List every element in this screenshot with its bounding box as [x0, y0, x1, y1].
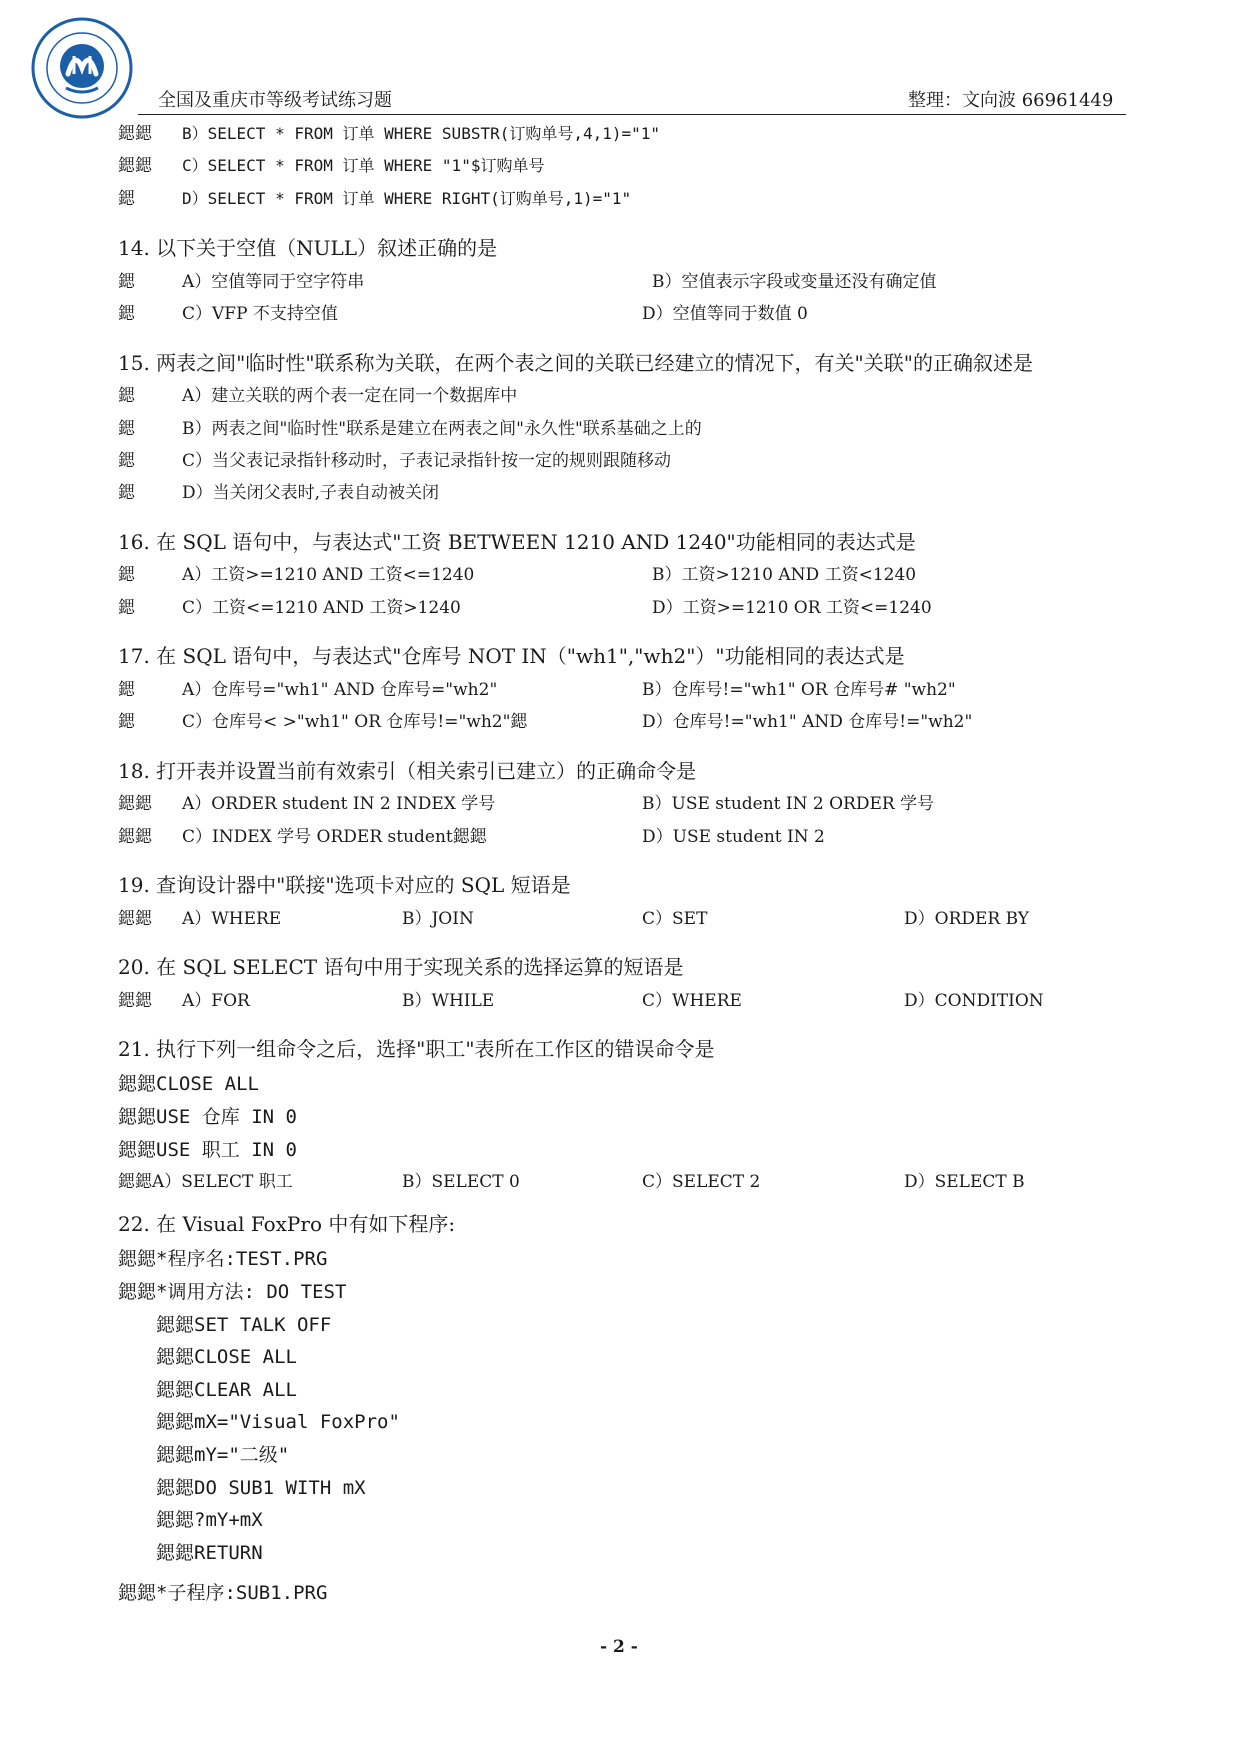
question-18-option-d: D）USE student IN 2 — [642, 827, 825, 847]
header-rule — [138, 114, 1126, 115]
question-17-option-c: C）仓库号< >"wh1" OR 仓库号!="wh2"鍶 — [182, 712, 528, 732]
question-16-option-d: D）工资>=1210 OR 工资<=1240 — [652, 598, 932, 618]
question-19-option-d: D）ORDER BY — [904, 909, 1030, 929]
option-marker: 鍶鍶 — [118, 794, 152, 814]
option-marker: 鍶 — [118, 451, 135, 471]
question-21-option-b: B）SELECT 0 — [402, 1172, 520, 1192]
option-marker: 鍶 — [118, 565, 135, 585]
question-21-option-a: 鍶鍶A）SELECT 职工 — [118, 1172, 293, 1192]
option-marker: 鍶鍶 — [118, 909, 152, 929]
question-20-stem: 20. 在 SQL SELECT 语句中用于实现关系的选择运算的短语是 — [118, 955, 684, 979]
option-marker: 鍶鍶 — [118, 991, 152, 1011]
question-16-stem: 16. 在 SQL 语句中，与表达式"工资 BETWEEN 1210 AND 1240"功能相同的表达式是 — [118, 530, 916, 554]
program-line: 鍶鍶*调用方法: DO TEST — [118, 1281, 347, 1303]
question-18-option-a: A）ORDER student IN 2 INDEX 学号 — [182, 794, 496, 814]
program-line: 鍶鍶*子程序:SUB1.PRG — [118, 1582, 328, 1604]
question-20-option-b: B）WHILE — [402, 991, 495, 1011]
option-marker: 鍶 — [118, 304, 135, 324]
question-18-option-c: C）INDEX 学号 ORDER student鍶鍶 — [182, 827, 487, 847]
option-marker: 鍶 — [118, 712, 135, 732]
option-marker: 鍶鍶 — [118, 156, 152, 176]
option-d-prev: D）SELECT * FROM 订单 WHERE RIGHT(订购单号,1)="1" — [182, 189, 632, 208]
option-marker: 鍶 — [118, 272, 135, 292]
option-marker: 鍶鍶 — [118, 827, 152, 847]
page-number: - 2 - — [600, 1637, 638, 1657]
option-marker: 鍶 — [118, 189, 135, 209]
question-21-code-line: 鍶鍶USE 仓库 IN 0 — [118, 1106, 297, 1128]
question-16-option-a: A）工资>=1210 AND 工资<=1240 — [182, 565, 475, 585]
question-17-stem: 17. 在 SQL 语句中，与表达式"仓库号 NOT IN（"wh1","wh2"）"功能相同的表达式是 — [118, 644, 905, 668]
program-line: 鍶鍶CLOSE ALL — [156, 1346, 297, 1368]
option-marker: 鍶鍶 — [118, 124, 152, 144]
question-20-option-a: A）FOR — [182, 991, 250, 1011]
question-21-option-d: D）SELECT B — [904, 1172, 1025, 1192]
option-marker: 鍶 — [118, 419, 135, 439]
option-marker: 鍶 — [118, 680, 135, 700]
question-19-option-c: C）SET — [642, 909, 708, 929]
question-19-option-a: A）WHERE — [182, 909, 282, 929]
program-line: 鍶鍶?mY+mX — [156, 1509, 263, 1531]
header-title: 全国及重庆市等级考试练习题 — [158, 90, 392, 111]
question-14-option-b: B）空值表示字段或变量还没有确定值 — [652, 272, 937, 292]
option-marker: 鍶 — [118, 483, 135, 503]
question-14-option-d: D）空值等同于数值 0 — [642, 304, 808, 324]
question-16-option-c: C）工资<=1210 AND 工资>1240 — [182, 598, 461, 618]
program-line: 鍶鍶mY="二级" — [156, 1444, 290, 1466]
question-14-stem: 14. 以下关于空值（NULL）叙述正确的是 — [118, 236, 498, 260]
question-17-option-d: D）仓库号!="wh1" AND 仓库号!="wh2" — [642, 712, 973, 732]
option-marker: 鍶 — [118, 598, 135, 618]
question-22-stem: 22. 在 Visual FoxPro 中有如下程序: — [118, 1212, 456, 1236]
question-21-option-c: C）SELECT 2 — [642, 1172, 761, 1192]
question-18-stem: 18. 打开表并设置当前有效索引（相关索引已建立）的正确命令是 — [118, 759, 697, 783]
option-marker: 鍶 — [118, 386, 135, 406]
question-17-option-b: B）仓库号!="wh1" OR 仓库号# "wh2" — [642, 680, 956, 700]
header-author: 整理：文向波 66961449 — [908, 90, 1114, 111]
program-line: 鍶鍶DO SUB1 WITH mX — [156, 1477, 366, 1499]
question-17-option-a: A）仓库号="wh1" AND 仓库号="wh2" — [182, 680, 498, 700]
question-21-stem: 21. 执行下列一组命令之后，选择"职工"表所在工作区的错误命令是 — [118, 1037, 715, 1061]
question-21-code-line: 鍶鍶USE 职工 IN 0 — [118, 1139, 297, 1161]
program-line: 鍶鍶RETURN — [156, 1542, 263, 1564]
question-14-option-c: C）VFP 不支持空值 — [182, 304, 338, 324]
university-seal-logo — [30, 16, 134, 120]
question-15-option-a: A）建立关联的两个表一定在同一个数据库中 — [182, 386, 518, 406]
option-b-prev: B）SELECT * FROM 订单 WHERE SUBSTR(订购单号,4,1)="1" — [182, 124, 661, 143]
question-15-option-b: B）两表之间"临时性"联系是建立在两表之间"永久性"联系基础之上的 — [182, 419, 702, 439]
question-14-option-a: A）空值等同于空字符串 — [182, 272, 365, 292]
question-15-stem: 15. 两表之间"临时性"联系称为关联，在两个表之间的关联已经建立的情况下，有关"关联"的正确叙述是 — [118, 351, 1033, 375]
question-19-option-b: B）JOIN — [402, 909, 474, 929]
question-18-option-b: B）USE student IN 2 ORDER 学号 — [642, 794, 935, 814]
question-21-code-line: 鍶鍶CLOSE ALL — [118, 1073, 259, 1095]
program-line: 鍶鍶*程序名:TEST.PRG — [118, 1248, 328, 1270]
option-c-prev: C）SELECT * FROM 订单 WHERE "1"$订购单号 — [182, 156, 545, 175]
question-15-option-d: D）当关闭父表时,子表自动被关闭 — [182, 483, 440, 503]
question-16-option-b: B）工资>1210 AND 工资<1240 — [652, 565, 917, 585]
question-20-option-d: D）CONDITION — [904, 991, 1044, 1011]
program-line: 鍶鍶CLEAR ALL — [156, 1379, 297, 1401]
question-19-stem: 19. 查询设计器中"联接"选项卡对应的 SQL 短语是 — [118, 873, 571, 897]
program-line: 鍶鍶mX="Visual FoxPro" — [156, 1411, 400, 1433]
question-20-option-c: C）WHERE — [642, 991, 742, 1011]
program-line: 鍶鍶SET TALK OFF — [156, 1314, 332, 1336]
question-15-option-c: C）当父表记录指针移动时，子表记录指针按一定的规则跟随移动 — [182, 451, 672, 471]
